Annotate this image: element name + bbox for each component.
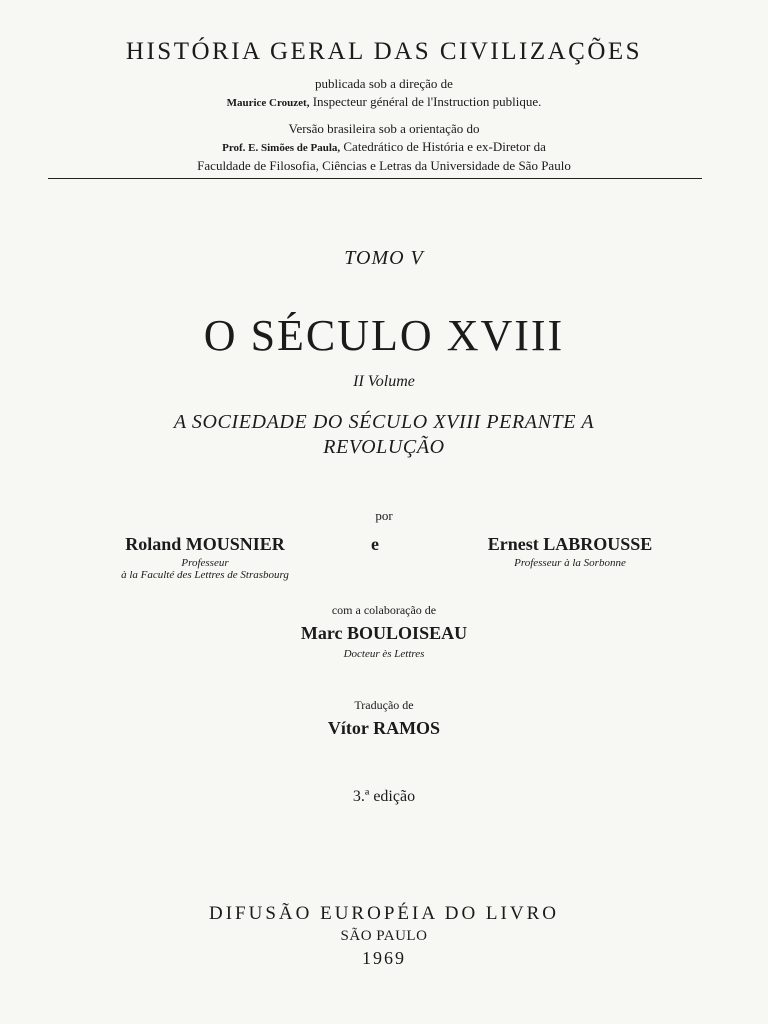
author-1-affiliation: à la Faculté des Lettres de Strasbourg [121,569,289,581]
subtitle-line-2: REVOLUÇÃO [323,436,445,458]
orienter-title: Catedrático de História e ex-Diretor da [343,139,546,154]
published-under-label: publicada sob a direção de [315,76,453,91]
author-1-role: Professeur [181,557,229,569]
collaborator-name: Marc BOULOISEAU [300,623,468,643]
orienter-name: Prof. E. Simões de Paula, [222,142,341,154]
publication-year: 1969 [362,948,406,968]
header-divider [48,178,702,179]
by-label: por [375,508,393,523]
orienter-line [0,139,768,155]
author-conjunction: e [371,534,379,554]
author-2-name: Ernest LABROUSSE [487,534,653,554]
translation-label: Tradução de [354,698,414,712]
series-title: HISTÓRIA GERAL DAS CIVILIZAÇÕES [125,38,643,65]
author-2-role: Professeur à la Sorbonne [514,557,626,569]
director-name: Maurice Crouzet, [226,97,310,109]
subtitle-line-1: A SOCIEDADE DO SÉCULO XVIII PERANTE A [173,411,595,433]
tomo-label: TOMO V [344,247,424,269]
volume-label: II Volume [353,373,415,390]
director-line [0,94,768,110]
author-1 [60,534,350,581]
collaborator-role: Docteur ès Lettres [343,648,425,660]
author-1-name: Roland MOUSNIER [125,534,285,554]
book-title: O SÉCULO XVIII [203,311,565,360]
translator-name: Vítor RAMOS [327,718,441,738]
collaboration-label: com a colaboração de [331,603,437,617]
faculty-line: Faculdade de Filosofia, Ciências e Letras da Universidade de São Paulo [197,158,571,173]
brazilian-version-label: Versão brasileira sob a orientação do [288,121,480,136]
author-2 [425,534,715,569]
publisher-city: SÃO PAULO [340,928,428,944]
director-title: Inspecteur général de l'Instruction publique. [312,94,542,109]
edition-label: 3.ª edição [352,788,416,805]
publisher-name: DIFUSÃO EUROPÉIA DO LIVRO [209,903,559,924]
